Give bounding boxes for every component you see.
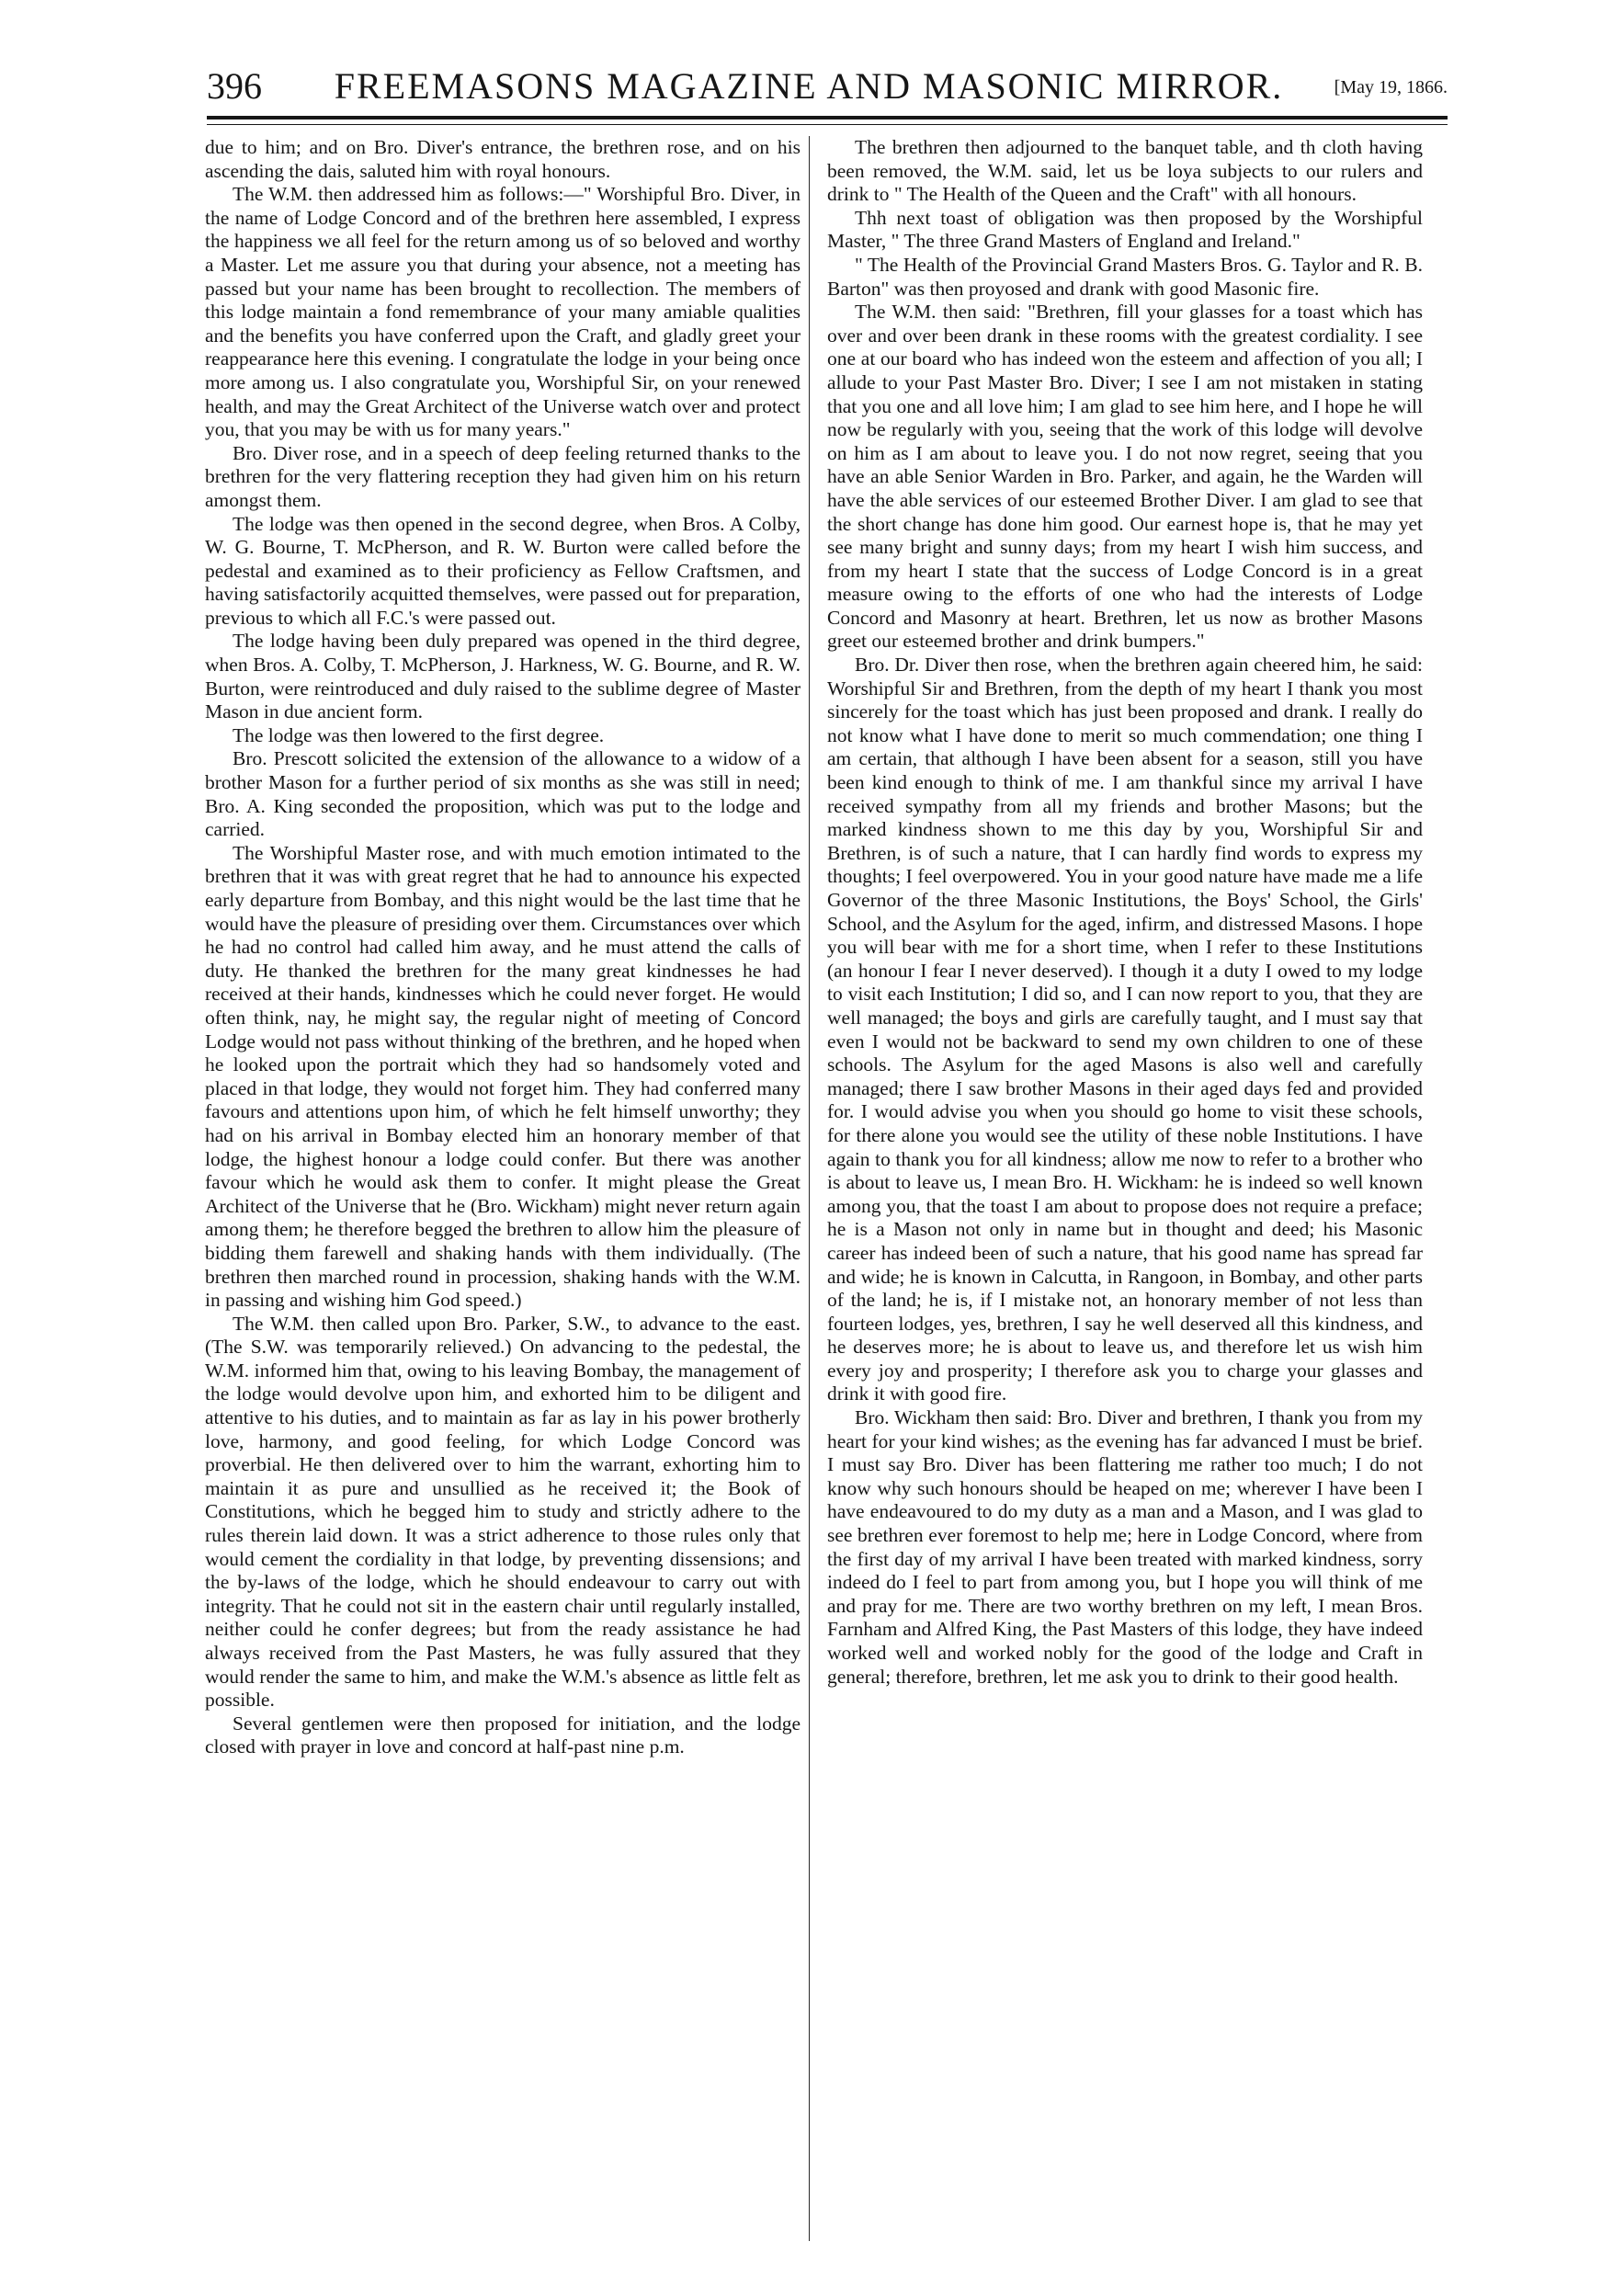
header-rule-thin [207, 124, 1448, 125]
paragraph: The W.M. then said: "Brethren, fill your glasses for a toast which has over and over been drank in these rooms with the greatest cordiality. I see one at our board who has indeed won the esteem and affection of you all; I allude to your Past Master Bro. Diver; I see I am not mistaken in stating that you one and all love him; I am glad to see him here, and I hope he will now be regularly with you, seeing that the work of this lodge will devolve on him as I am about to leave you. I do not now regret, seeing that you have an able Senior Warden in Bro. Parker, and again, he the Warden will have the able services of our esteemed Brother Diver. I am glad to see that the short change has done him good. Our earnest hope is, that he may yet see many bright and sunny days; from my heart I wish him success, and from my heart I state that the success of Lodge Concord is in a great measure owing to the efforts of one who had the interests of Lodge Concord and Masonry at heart. Brethren, let us now as brother Masons greet our esteemed brother and drink bumpers." [827, 301, 1423, 653]
paragraph: The brethren then adjourned to the banquet table, and th cloth having been removed, the W.M. said, let us be loya subjects to our rulers and drink to " The Health of the Queen and the Craft" with all honours. [827, 136, 1423, 206]
paragraph: The Worshipful Master rose, and with much emotion intimated to the brethren that it was with great regret that he had to announce his expected early departure from Bombay, and this night would be the last time that he would have the pleasure of presiding over them. Circumstances over which he had no control had called him away, and he must attend the calls of duty. He thanked the brethren for the many great kindnesses he had received at their hands, kindnesses which he could never forget. He would often think, nay, he might say, the regular night of meeting of Concord Lodge would not pass without thinking of the brethren, and he hoped when he looked upon the portrait which they had so handsomely voted and placed in that lodge, they would not forget him. They had conferred many favours and attentions upon him, of which he felt himself unworthy; they had on his arrival in Bombay elected him an honorary member of that lodge, the highest honour a lodge could confer. But there was another favour which he would ask them to confer. It might please the Great Architect of the Universe that he (Bro. Wickham) might never return again among them; he therefore begged the brethren to allow him the pleasure of bidding them farewell and shaking hands with them individually. (The brethren then marched round in procession, shaking hands with the W.M. in passing and wishing him God speed.) [205, 841, 801, 1312]
paragraph: Several gentlemen were then proposed for initiation, and the lodge closed with prayer in love and concord at half-past nine p.m. [205, 1712, 801, 1758]
issue-date: [May 19, 1866. [1334, 77, 1448, 97]
left-column [205, 136, 801, 2269]
page-header [207, 64, 1448, 108]
paragraph: Bro. Wickham then said: Bro. Diver and brethren, I thank you from my heart for your kind wishes; as the evening has far advanced I must be brief. I must say Bro. Diver has been flattering me rather too much; I do not know why such honours should be heaped on me; wherever I have been I have endeavoured to do my duty as a man and a Mason, and I was glad to see brethren ever foremost to help me; here in Lodge Concord, where from the first day of my arrival I have been treated with marked kindness, sorry indeed do I feel to part from among you, but I hope you will think of me and pray for me. There are two worthy brethren on my left, I mean Bros. Farnham and Alfred King, the Past Masters of this lodge, they have indeed worked well and worked nobly for the good of the lodge and Craft in general; therefore, brethren, let me ask you to drink to their good health. [827, 1406, 1423, 1688]
paragraph: Bro. Prescott solicited the extension of the allowance to a widow of a brother Mason for a further period of six months as she was still in need; Bro. A. King seconded the proposition, which was put to the lodge and carried. [205, 747, 801, 841]
paragraph: Bro. Dr. Diver then rose, when the brethren again cheered him, he said: Worshipful Sir and Brethren, from the depth of my heart I thank you most sincerely for the toast which has just been proposed and drank. I really do not know what I have done to merit so much commendation; one thing I am certain, that although I have been absent for a season, still you have been kind enough to think of me. I am thankful since my arrival I have received sympathy from all my friends and brother Masons; but the marked kindness shown to me this day by you, Worshipful Sir and Brethren, is of such a nature, that I can hardly find words to express my thoughts; I feel overpowered. You in your good nature have made me a life Governor of the three Masonic Institutions, the Boys' School, the Girls' School, and the Asylum for the aged, infirm, and distressed Masons. I hope you will bear with me for a short time, when I refer to these Institutions (an honour I fear I never deserved). I though it a duty I owed to my lodge to visit each Institution; I did so, and I can now report to you, that they are well managed; the boys and girls are carefully taught, and I must say that even I would not be backward to send my own children to one of these schools. The Asylum for the aged Masons is also well and carefully managed; there I saw brother Masons in their aged days fed and provided for. I would advise you when you should go home to visit these schools, for there alone you would see the utility of these noble Institutions. I have again to thank you for all kindness; allow me now to refer to a brother who is about to leave us, I mean Bro. H. Wickham: he is indeed so well known among you, that the toast I am about to propose does not require a preface; he is a Mason not only in name but in thought and deed; his Masonic career has indeed been of such a nature, that his good name has spread far and wide; he is known in Calcutta, in Rangoon, in Bombay, and other parts of the land; he is, if I mistake not, an honorary member of not less than fourteen lodges, yes, brethren, I say he well deserved all this kindness, and he deserves more; he is about to leave us, and therefore let us wish him every joy and prosperity; I therefore ask you to charge your glasses and drink it with good fire. [827, 654, 1423, 1405]
paragraph: due to him; and on Bro. Diver's entrance, the brethren rose, and on his ascending the dais, saluted him with royal honours. [205, 136, 801, 182]
header-rule [207, 116, 1448, 119]
paragraph: Thh next toast of obligation was then proposed by the Worshipful Master, " The three Grand Masters of England and Ireland." [827, 206, 1423, 253]
paragraph: " The Health of the Provincial Grand Masters Bros. G. Taylor and R. B. Barton" was then proyosed and drank with good Masonic fire. [827, 253, 1423, 300]
paragraph: Bro. Diver rose, and in a speech of deep feeling returned thanks to the brethren for the very flattering reception they had given him on his return amongst them. [205, 441, 801, 511]
paragraph: The lodge was then lowered to the first degree. [233, 723, 605, 746]
right-column [827, 136, 1423, 2269]
page-number: 396 [207, 65, 262, 107]
paragraph: The W.M. then called upon Bro. Parker, S.W., to advance to the east. (The S.W. was temporarily relieved.) On advancing to the pedestal, the W.M. informed him that, owing to his leaving Bombay, the management of the lodge would devolve upon him, and exhorted him to be diligent and attentive to his duties, and to maintain as far as lay in his power brotherly love, harmony, and good feeling, for which Lodge Concord was proverbial. He then delivered over to him the warrant, exhorting him to maintain it as pure and unsullied as he received it; the Book of Constitutions, which he begged him to study and strictly adhere to the rules therein laid down. It was a strict adherence to those rules only that would cement the cordiality in that lodge, by preventing dissensions; and the by-laws of the lodge, which he should endeavour to carry out with integrity. That he could not sit in the eastern chair until regularly installed, neither could he confer degrees; but from the ready assistance he had always received from the Past Masters, he was fully assured that they would render the same to him, and make the W.M.'s absence as little felt as possible. [205, 1312, 801, 1712]
masthead-title: FREEMASONS MAGAZINE AND MASONIC MIRROR. [334, 65, 1284, 107]
paragraph: The lodge having been duly prepared was opened in the third degree, when Bros. A. Colby, T. McPherson, J. Harkness, W. G. Bourne, and R. W. Burton, were reintroduced and duly raised to the sublime degree of Master Mason in due ancient form. [205, 630, 801, 723]
paragraph: The lodge was then opened in the second degree, when Bros. A Colby, W. G. Bourne, T. McPherson, and R. W. Burton were called before the pedestal and examined as to their proficiency as Fellow Craftsmen, and having satisfactorily acquitted themselves, were passed out for preparation, previous to which all F.C.'s were passed out. [205, 512, 801, 629]
column-divider [809, 136, 810, 2241]
paragraph: The W.M. then addressed him as follows:—" Worshipful Bro. Diver, in the name of Lodge Concord and of the brethren here assembled, I express the happiness we all feel for the return among us of so beloved and worthy a Master. Let me assure you that during your absence, not a meeting has passed but your name has been brought to recollection. The members of this lodge maintain a fond remembrance of your many amiable qualities and the benefits you have conferred upon the Craft, and gladly greet your reappearance here this evening. I congratulate the lodge in your being once more among us. I also congratulate you, Worshipful Sir, on your renewed health, and may the Great Architect of the Universe watch over and protect you, that you may be with us for many years." [205, 183, 801, 441]
